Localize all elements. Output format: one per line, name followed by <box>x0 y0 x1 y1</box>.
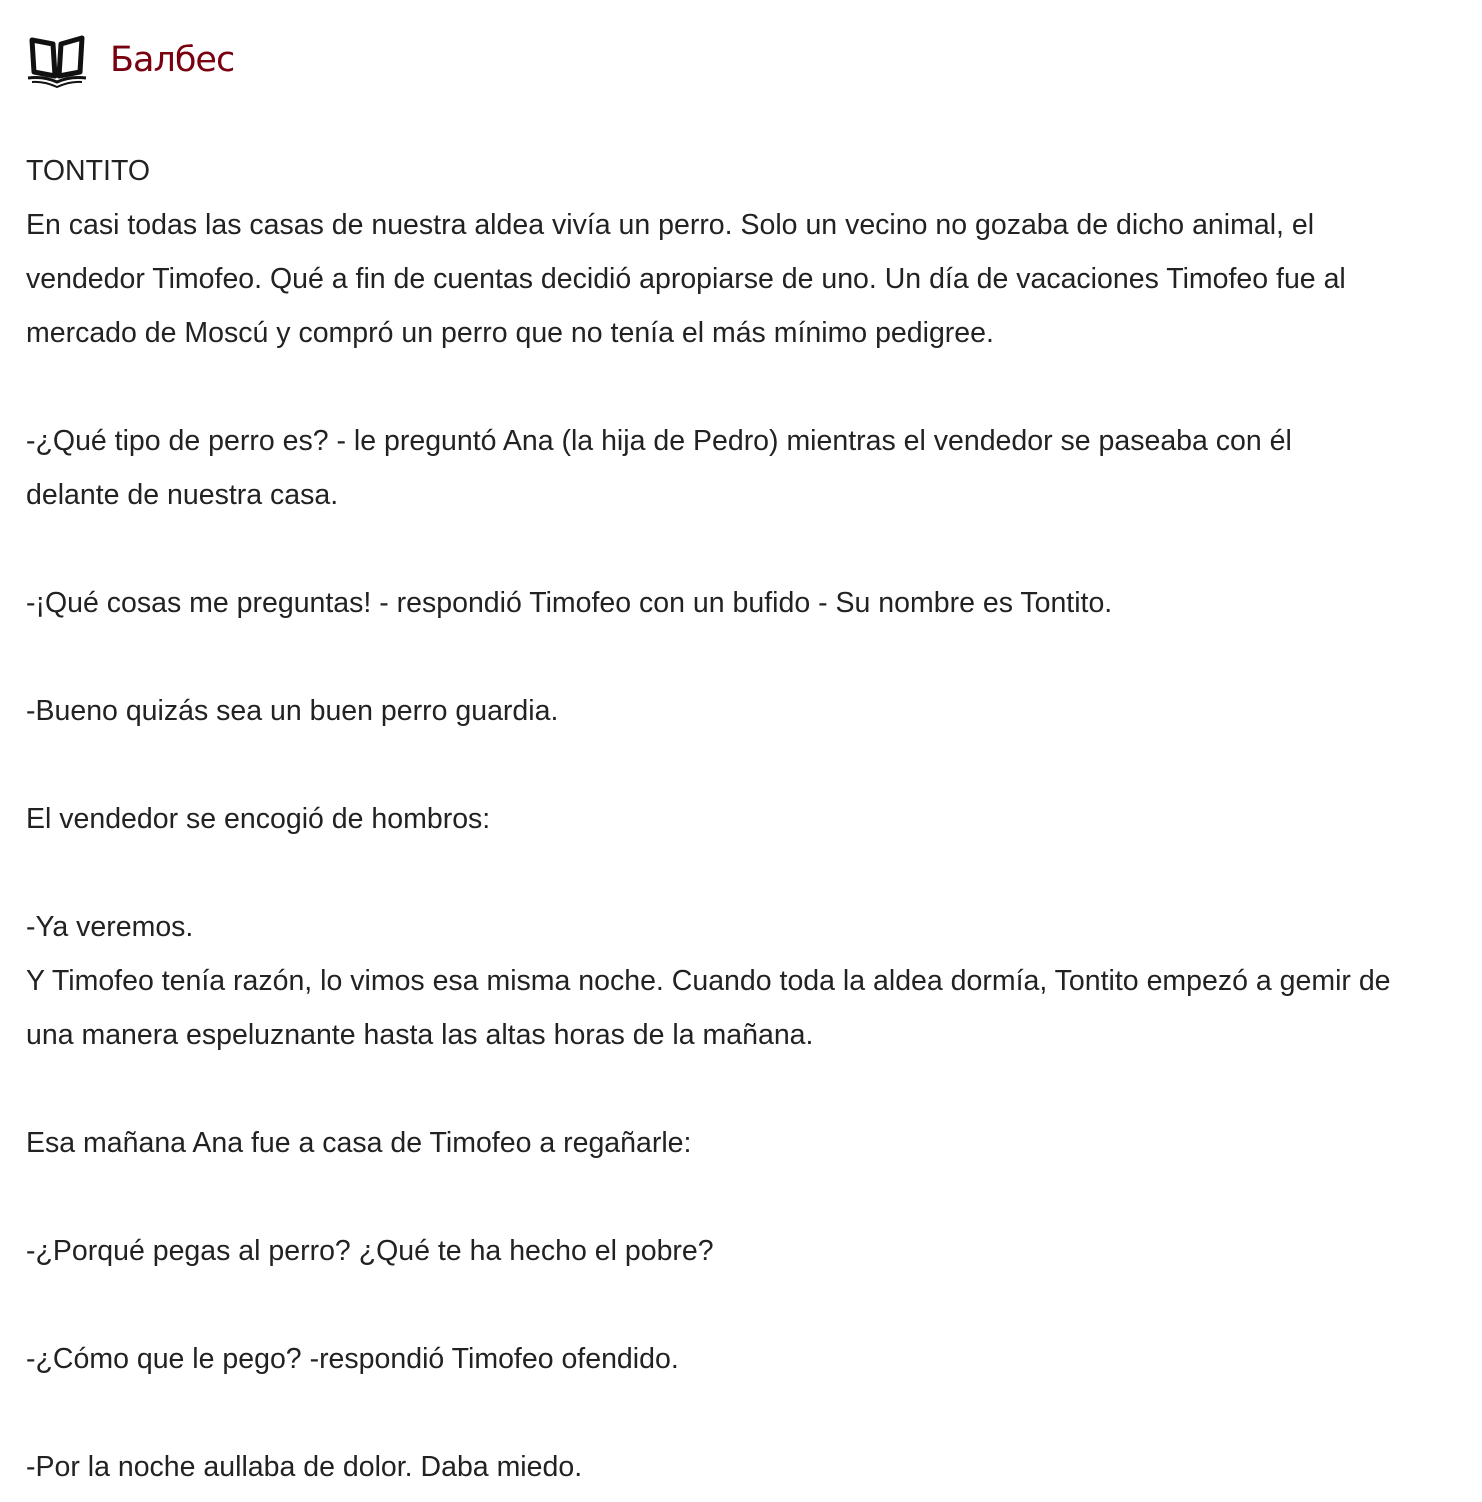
paragraph-line: -¿Cómo que le pego? -respondió Timofeo ofendido. <box>26 1343 679 1375</box>
paragraph-line: una manera espeluznante hasta las altas horas de la mañana. <box>26 1019 814 1051</box>
paragraph <box>26 900 1482 954</box>
paragraph-line: -Por la noche aullaba de dolor. Daba miedo. <box>26 1451 583 1483</box>
paragraph <box>26 414 1482 522</box>
paragraph-line: -¡Qué cosas me preguntas! - respondió Timofeo con un bufido - Su nombre es Tontito. <box>26 587 1113 619</box>
paragraph-line: mercado de Moscú y compró un perro que no tenía el más mínimo pedigree. <box>26 317 994 349</box>
paragraph-line: -Ya veremos. <box>26 911 194 943</box>
paragraph-line: Y Timofeo tenía razón, lo vimos esa misma noche. Cuando toda la aldea dormía, Tontito empezó a gemir de <box>26 965 1391 997</box>
paragraph <box>26 576 1482 630</box>
paragraph-line: -¿Porqué pegas al perro? ¿Qué te ha hecho el pobre? <box>26 1235 714 1267</box>
story-content <box>26 144 1482 1494</box>
paragraph-line: delante de nuestra casa. <box>26 479 339 511</box>
open-book-icon[interactable] <box>26 32 88 88</box>
paragraph-line: El vendedor se encogió de hombros: <box>26 803 491 835</box>
paragraph <box>26 198 1482 360</box>
paragraph <box>26 954 1482 1062</box>
paragraph <box>26 792 1482 846</box>
paragraph-line: Esa mañana Ana fue a casa de Timofeo a regañarle: <box>26 1127 692 1159</box>
paragraph-line: -Bueno quizás sea un buen perro guardia. <box>26 695 559 727</box>
site-title-link[interactable]: Балбес <box>110 39 235 80</box>
paragraph-line: -¿Qué tipo de perro es? - le preguntó Ana (la hija de Pedro) mientras el vendedor se paseaba con él <box>26 425 1292 457</box>
paragraph-line: En casi todas las casas de nuestra aldea vivía un perro. Solo un vecino no gozaba de dicho animal, el <box>26 209 1315 241</box>
paragraph-line: vendedor Timofeo. Qué a fin de cuentas decidió apropiarse de uno. Un día de vacaciones Timofeo fue al <box>26 263 1346 295</box>
story-title: TONTITO <box>26 155 151 187</box>
paragraph <box>26 684 1482 738</box>
paragraph <box>26 1224 1482 1278</box>
site-header <box>26 32 234 88</box>
paragraph <box>26 1116 1482 1170</box>
paragraph <box>26 1332 1482 1386</box>
paragraph <box>26 1440 1482 1494</box>
